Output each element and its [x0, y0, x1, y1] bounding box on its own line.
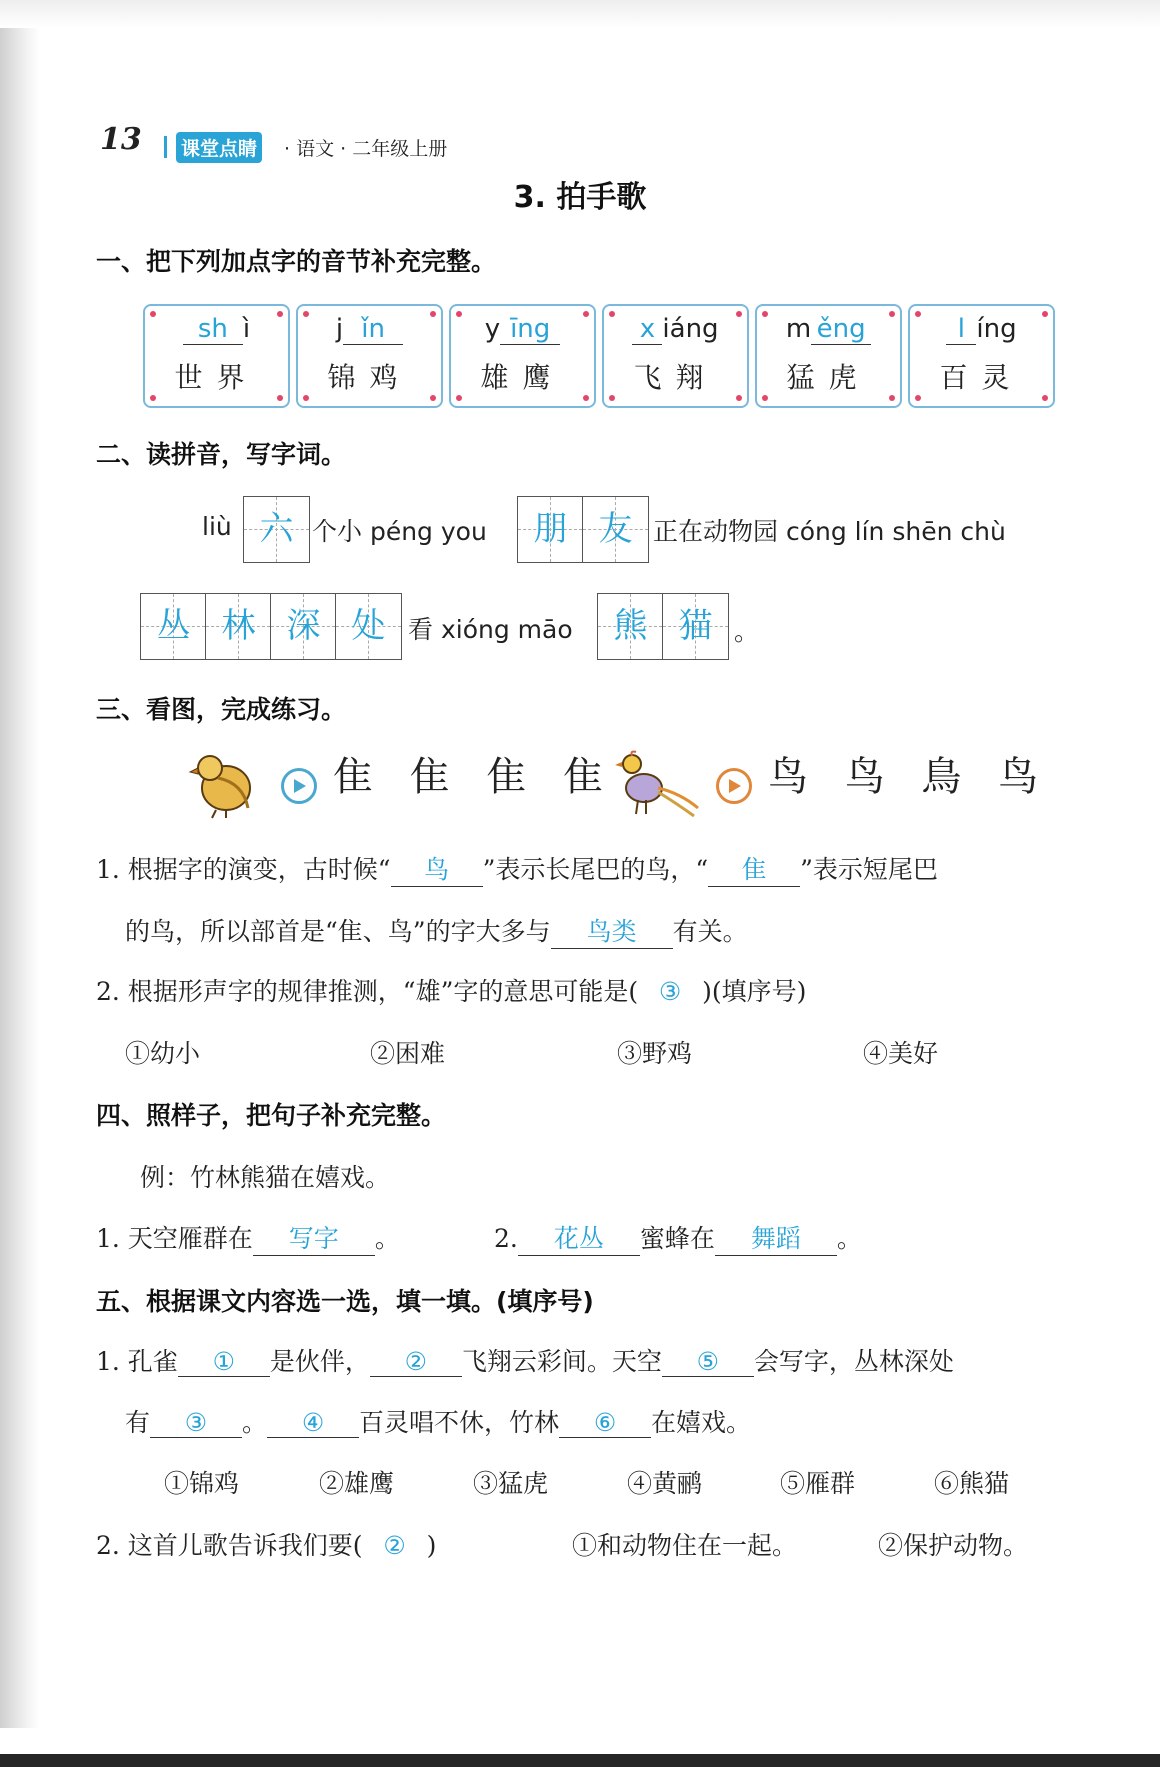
- question-5-2: 2. 这首儿歌告诉我们要( ② ): [96, 1531, 437, 1560]
- question-5-1-line-2: 有 ③ 。 ④ 百灵唱不休，竹林 ⑥ 在嬉戏。: [125, 1408, 752, 1437]
- section-4-heading: 四、照样子，把句子补充完整。: [96, 1101, 447, 1130]
- answer-blank: ⑤: [662, 1347, 754, 1377]
- section-2-heading: 二、读拼音，写字词。: [96, 440, 347, 469]
- question-3-1-line-1: 1. 根据字的演变，古时候“ 鸟 ”表示长尾巴的鸟，“ 隹 ”表示短尾巴: [96, 850, 938, 887]
- option-item: ②保护动物。: [878, 1531, 1029, 1560]
- grid-cell: 猫: [663, 594, 728, 659]
- option-item: ②雄鹰: [319, 1469, 395, 1498]
- grid-cell: 六: [244, 497, 309, 562]
- option-item: ③野鸡: [617, 1039, 693, 1068]
- writing-grid: [140, 593, 402, 660]
- subject-label: · 语文 · 二年级上册: [284, 138, 448, 160]
- answer-blank: ①: [178, 1347, 270, 1377]
- answer-blank: 花丛: [518, 1219, 640, 1256]
- section-1-heading: 一、把下列加点字的音节补充完整。: [96, 247, 497, 276]
- pinyin-answer: ěng: [811, 314, 871, 345]
- question-5-1-line-1: 1. 孔雀 ① 是伙伴， ② 飞翔云彩间。天空 ⑤ 会写字，丛林深处: [96, 1347, 954, 1376]
- option-item: ④美好: [863, 1039, 939, 1068]
- answer-blank: ④: [267, 1408, 359, 1438]
- sentence-text: 看 xióng māo: [408, 615, 573, 644]
- grid-cell: 熊: [598, 594, 663, 659]
- header-separator: [164, 136, 167, 158]
- option-item: ①幼小: [125, 1039, 201, 1068]
- pinyin-text: liù: [202, 512, 232, 541]
- writing-grid: [517, 496, 649, 563]
- grid-cell: 深: [271, 594, 336, 659]
- option-item: ①锦鸡: [164, 1469, 240, 1498]
- answer-blank: 舞蹈: [715, 1219, 837, 1256]
- sentence-text: 个小 péng you: [312, 517, 487, 546]
- card-characters: 雄鹰: [480, 361, 565, 394]
- answer-blank: 隹: [708, 850, 800, 887]
- pinyin-card: x iáng 飞翔: [602, 304, 749, 408]
- question-3-2: 2. 根据形声字的规律推测，“雄”字的意思可能是( ③ )(填序号): [96, 977, 807, 1006]
- answer-blank: 鸟: [391, 850, 483, 887]
- writing-grid: [597, 593, 729, 660]
- pinyin-answer: ǐn: [343, 314, 403, 345]
- answer-blank: 写字: [253, 1219, 375, 1256]
- example-sentence: 例：竹林熊猫在嬉戏。: [140, 1163, 391, 1192]
- answer-blank: 鸟类: [551, 912, 673, 949]
- sentence-text: 正在动物园 cóng lín shēn chù: [653, 517, 1006, 546]
- writing-grid: [243, 496, 310, 563]
- option-item: ②困难: [370, 1039, 446, 1068]
- option-item: ⑥熊猫: [934, 1469, 1010, 1498]
- card-characters: 锦鸡: [327, 361, 412, 394]
- section-3-heading: 三、看图，完成练习。: [96, 695, 347, 724]
- option-item: ③猛虎: [473, 1469, 549, 1498]
- grid-cell: 朋: [518, 497, 583, 562]
- pinyin-answer: sh: [183, 314, 243, 345]
- pinyin-card: j ǐn 锦鸡: [296, 304, 443, 408]
- section-5-heading: 五、根据课文内容选一选，填一填。(填序号): [96, 1287, 594, 1316]
- option-item: ①和动物住在一起。: [572, 1531, 798, 1560]
- pinyin-answer: īng: [500, 314, 560, 345]
- answer-blank: ⑥: [559, 1408, 651, 1438]
- page-number: 13: [100, 122, 142, 157]
- zhui-evolution-glyphs: 隹 隹 隹 隹: [333, 754, 616, 800]
- option-item: ④黄鹂: [627, 1469, 703, 1498]
- pinyin-card: y īng 雄鹰: [449, 304, 596, 408]
- question-3-1-line-2: 的鸟，所以部首是“隹、鸟”的字大多与 鸟类 有关。: [125, 912, 748, 949]
- pinyin-card: l íng 百灵: [908, 304, 1055, 408]
- card-characters: 猛虎: [786, 361, 871, 394]
- answer-blank: ②: [370, 1347, 462, 1377]
- short-tail-bird-illustration: [188, 748, 258, 820]
- play-arrow-icon: [281, 768, 317, 804]
- pinyin-card: m ěng 猛虎: [755, 304, 902, 408]
- answer-choice: ②: [383, 1531, 406, 1560]
- grid-cell: 林: [206, 594, 271, 659]
- grid-cell: 处: [336, 594, 401, 659]
- question-4-2: 2. 花丛 蜜蜂在 舞蹈 。: [494, 1219, 862, 1256]
- long-tail-bird-illustration: [610, 748, 700, 820]
- answer-choice: ③: [658, 977, 682, 1006]
- option-item: ⑤雁群: [780, 1469, 856, 1498]
- sentence-end: 。: [734, 617, 760, 646]
- pinyin-answer: l: [946, 314, 976, 345]
- niao-evolution-glyphs: 鸟 鸟 鳥 鸟: [768, 754, 1051, 800]
- play-arrow-icon: [716, 768, 752, 804]
- question-4-1: 1. 天空雁群在 写字 。: [96, 1219, 400, 1256]
- answer-blank: ③: [150, 1408, 242, 1438]
- pinyin-answer: x: [632, 314, 662, 345]
- grid-cell: 友: [583, 497, 648, 562]
- lesson-title: 3. 拍手歌: [513, 180, 647, 215]
- card-characters: 百灵: [939, 361, 1024, 394]
- grid-cell: 丛: [141, 594, 206, 659]
- card-characters: 飞翔: [633, 361, 718, 394]
- pinyin-card: sh ì 世界: [143, 304, 290, 408]
- brand-badge: 课堂点睛: [176, 132, 262, 163]
- card-characters: 世界: [174, 361, 259, 394]
